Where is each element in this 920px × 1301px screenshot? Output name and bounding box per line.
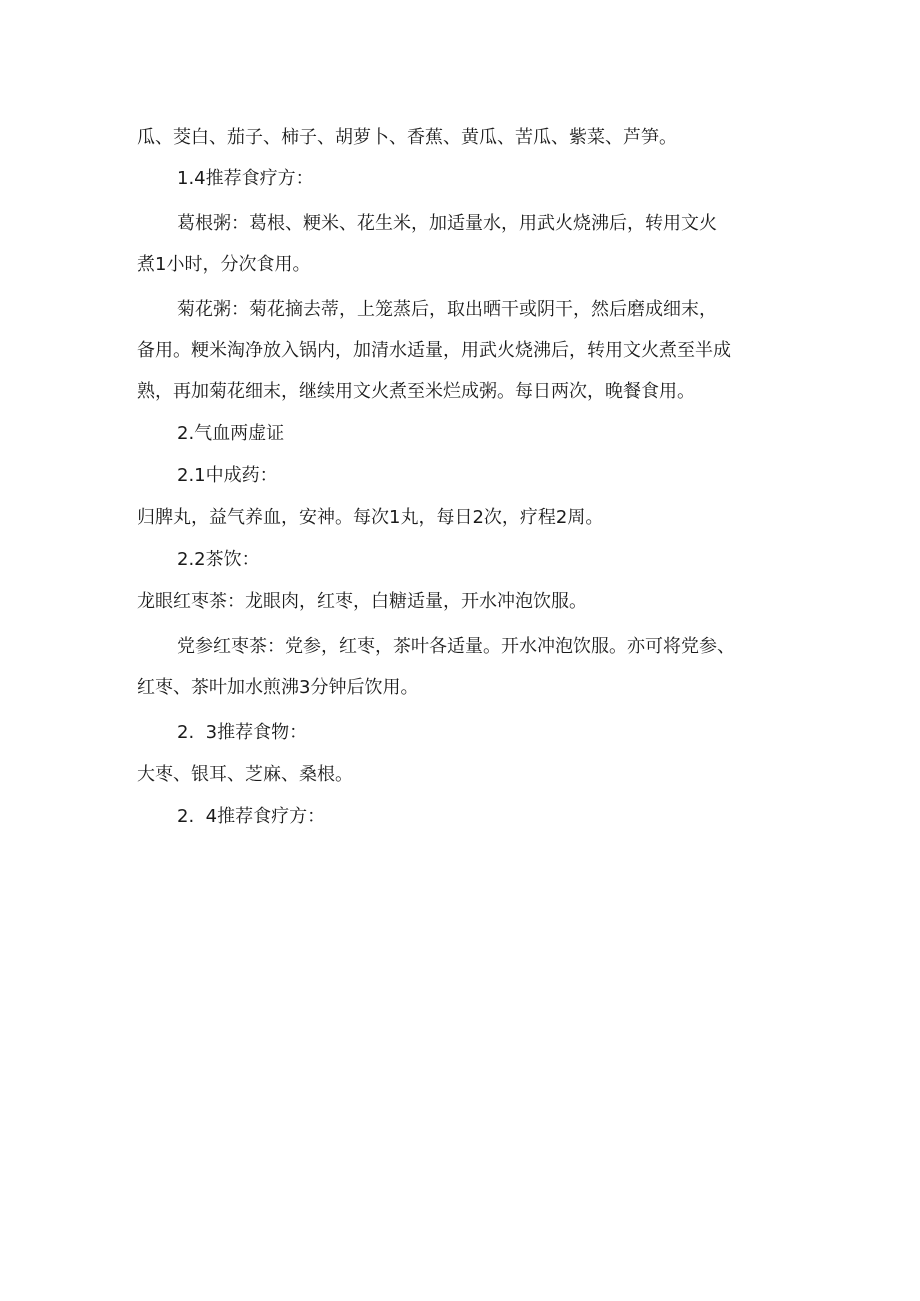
heading-2: 2.气血两虚证	[177, 423, 285, 444]
gegen-porridge-line1: 葛根粥：葛根、粳米、花生米，加适量水，用武火烧沸后，转用文火	[177, 213, 717, 234]
guipi-pill: 归脾丸，益气养血，安神。每次1丸，每日2次，疗程2周。	[137, 507, 604, 528]
longyan-tea: 龙眼红枣茶：龙眼肉，红枣，白糖适量，开水冲泡饮服。	[137, 591, 587, 612]
food-list-tail: 瓜、茭白、茄子、柿子、胡萝卜、香蕉、黄瓜、苦瓜、紫菜、芦笋。	[137, 127, 677, 148]
heading-1-4: 1.4推荐食疗方：	[177, 168, 314, 189]
dangshen-tea-line1: 党参红枣茶：党参，红枣，茶叶各适量。开水冲泡饮服。亦可将党参、	[177, 636, 735, 657]
dangshen-tea-line2: 红枣、茶叶加水煎沸3分钟后饮用。	[137, 677, 419, 698]
juhua-porridge-line2: 备用。粳米淘净放入锅内，加清水适量，用武火烧沸后，转用文火煮至半成	[137, 340, 731, 361]
gegen-porridge-line2: 煮1小时，分次食用。	[137, 254, 311, 275]
heading-2-4: 2. 4推荐食疗方：	[177, 806, 326, 827]
foods-2-3: 大枣、银耳、芝麻、桑根。	[137, 764, 353, 785]
heading-2-2: 2.2茶饮：	[177, 549, 260, 570]
heading-2-1: 2.1中成药：	[177, 465, 278, 486]
document-body	[137, 120, 797, 835]
heading-2-3: 2. 3推荐食物：	[177, 722, 308, 743]
juhua-porridge-line3: 熟，再加菊花细末，继续用文火煮至米烂成粥。每日两次，晚餐食用。	[137, 381, 695, 402]
juhua-porridge-line1: 菊花粥：菊花摘去蒂，上笼蒸后，取出晒干或阴干，然后磨成细末，	[177, 299, 717, 320]
